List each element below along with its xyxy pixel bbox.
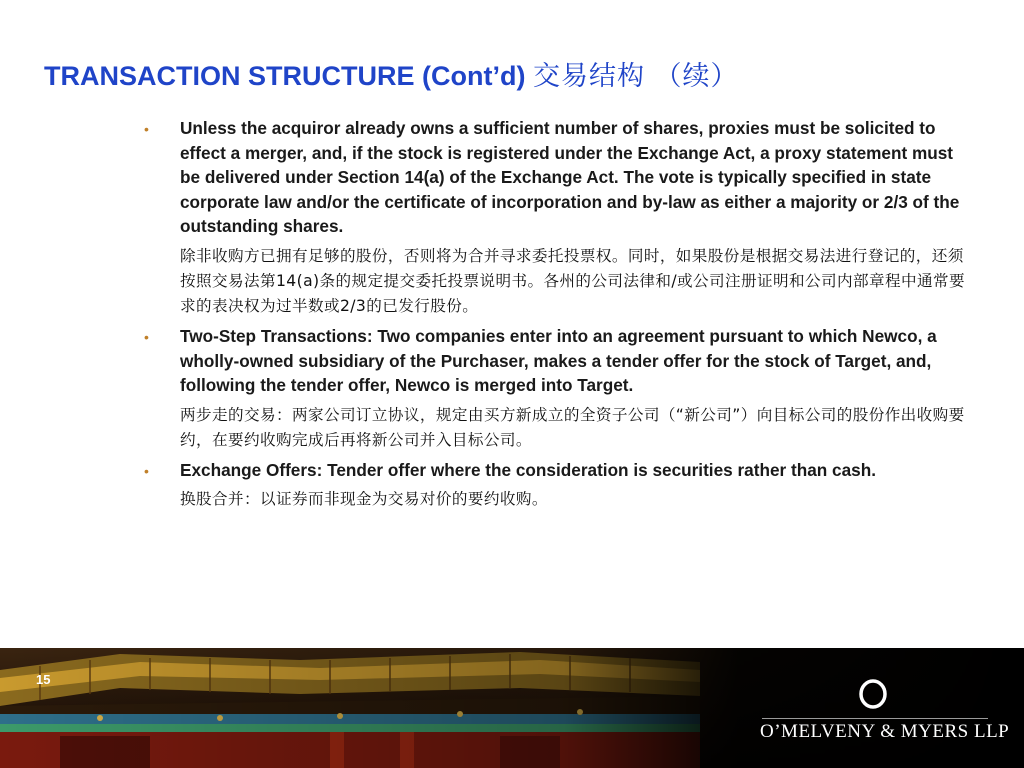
page-number: 15 xyxy=(36,672,51,687)
omm-logo-icon xyxy=(856,678,890,710)
slide-title xyxy=(44,58,1004,95)
slide-title-chinese: 交易结构 （续） xyxy=(532,61,739,92)
bullet-item xyxy=(140,324,976,453)
logo-divider xyxy=(762,718,988,719)
bullet-text-english: Two-Step Transactions: Two companies enter into an agreement pursuant to which Newco, a wholly-owned subsidiary of the Purchaser, makes a tender offer for the stock of Target, and, following the tender offer, Newco is merged into Target. xyxy=(180,325,937,396)
slide-title-english: TRANSACTION STRUCTURE (Cont’d) xyxy=(44,61,526,91)
firm-name: O’MELVENY & MYERS LLP xyxy=(760,721,1010,742)
bullet-text-chinese: 两步走的交易：两家公司订立协议，规定由买方新成立的全资子公司（“新公司”）向目标公司的股份作出收购要约，在要约收购完成后再将新公司并入目标公司。 xyxy=(180,405,965,449)
bullet-text-english: Unless the acquiror already owns a sufficient number of shares, proxies must be solicited to effect a merger, and, if the stock is registered under the Exchange Act, a proxy statement must be delivered under Section 14(a) of the Exchange Act. The vote is typically specified in state corporate law and/or the certificate of incorporation and by-law as either a majority or 2/3 of the outstanding shares. xyxy=(180,118,960,237)
bullet-dot-icon: • xyxy=(144,328,149,345)
bullet-dot-icon: • xyxy=(144,462,149,479)
bullet-text-english: Exchange Offers: Tender offer where the consideration is securities rather than cash. xyxy=(180,459,876,480)
bullet-list xyxy=(140,116,976,515)
bullet-dot-icon: • xyxy=(144,121,149,137)
bullet-text-chinese: 换股合并：以证券而非现金为交易对价的要约收购。 xyxy=(180,490,548,509)
bullet-text-chinese: 除非收购方已拥有足够的股份，否则将为合并寻求委托投票权。同时，如果股份是根据交易法进行登记的，还须按照交易法第14(a)条的规定提交委托投票说明书。各州的公司法律和/或公司注册证明和公司内部章程中通常要求的表决权为过半数或2/3的已发行股份。 xyxy=(180,246,965,315)
bullet-item xyxy=(140,458,976,513)
bullet-item xyxy=(140,116,976,319)
